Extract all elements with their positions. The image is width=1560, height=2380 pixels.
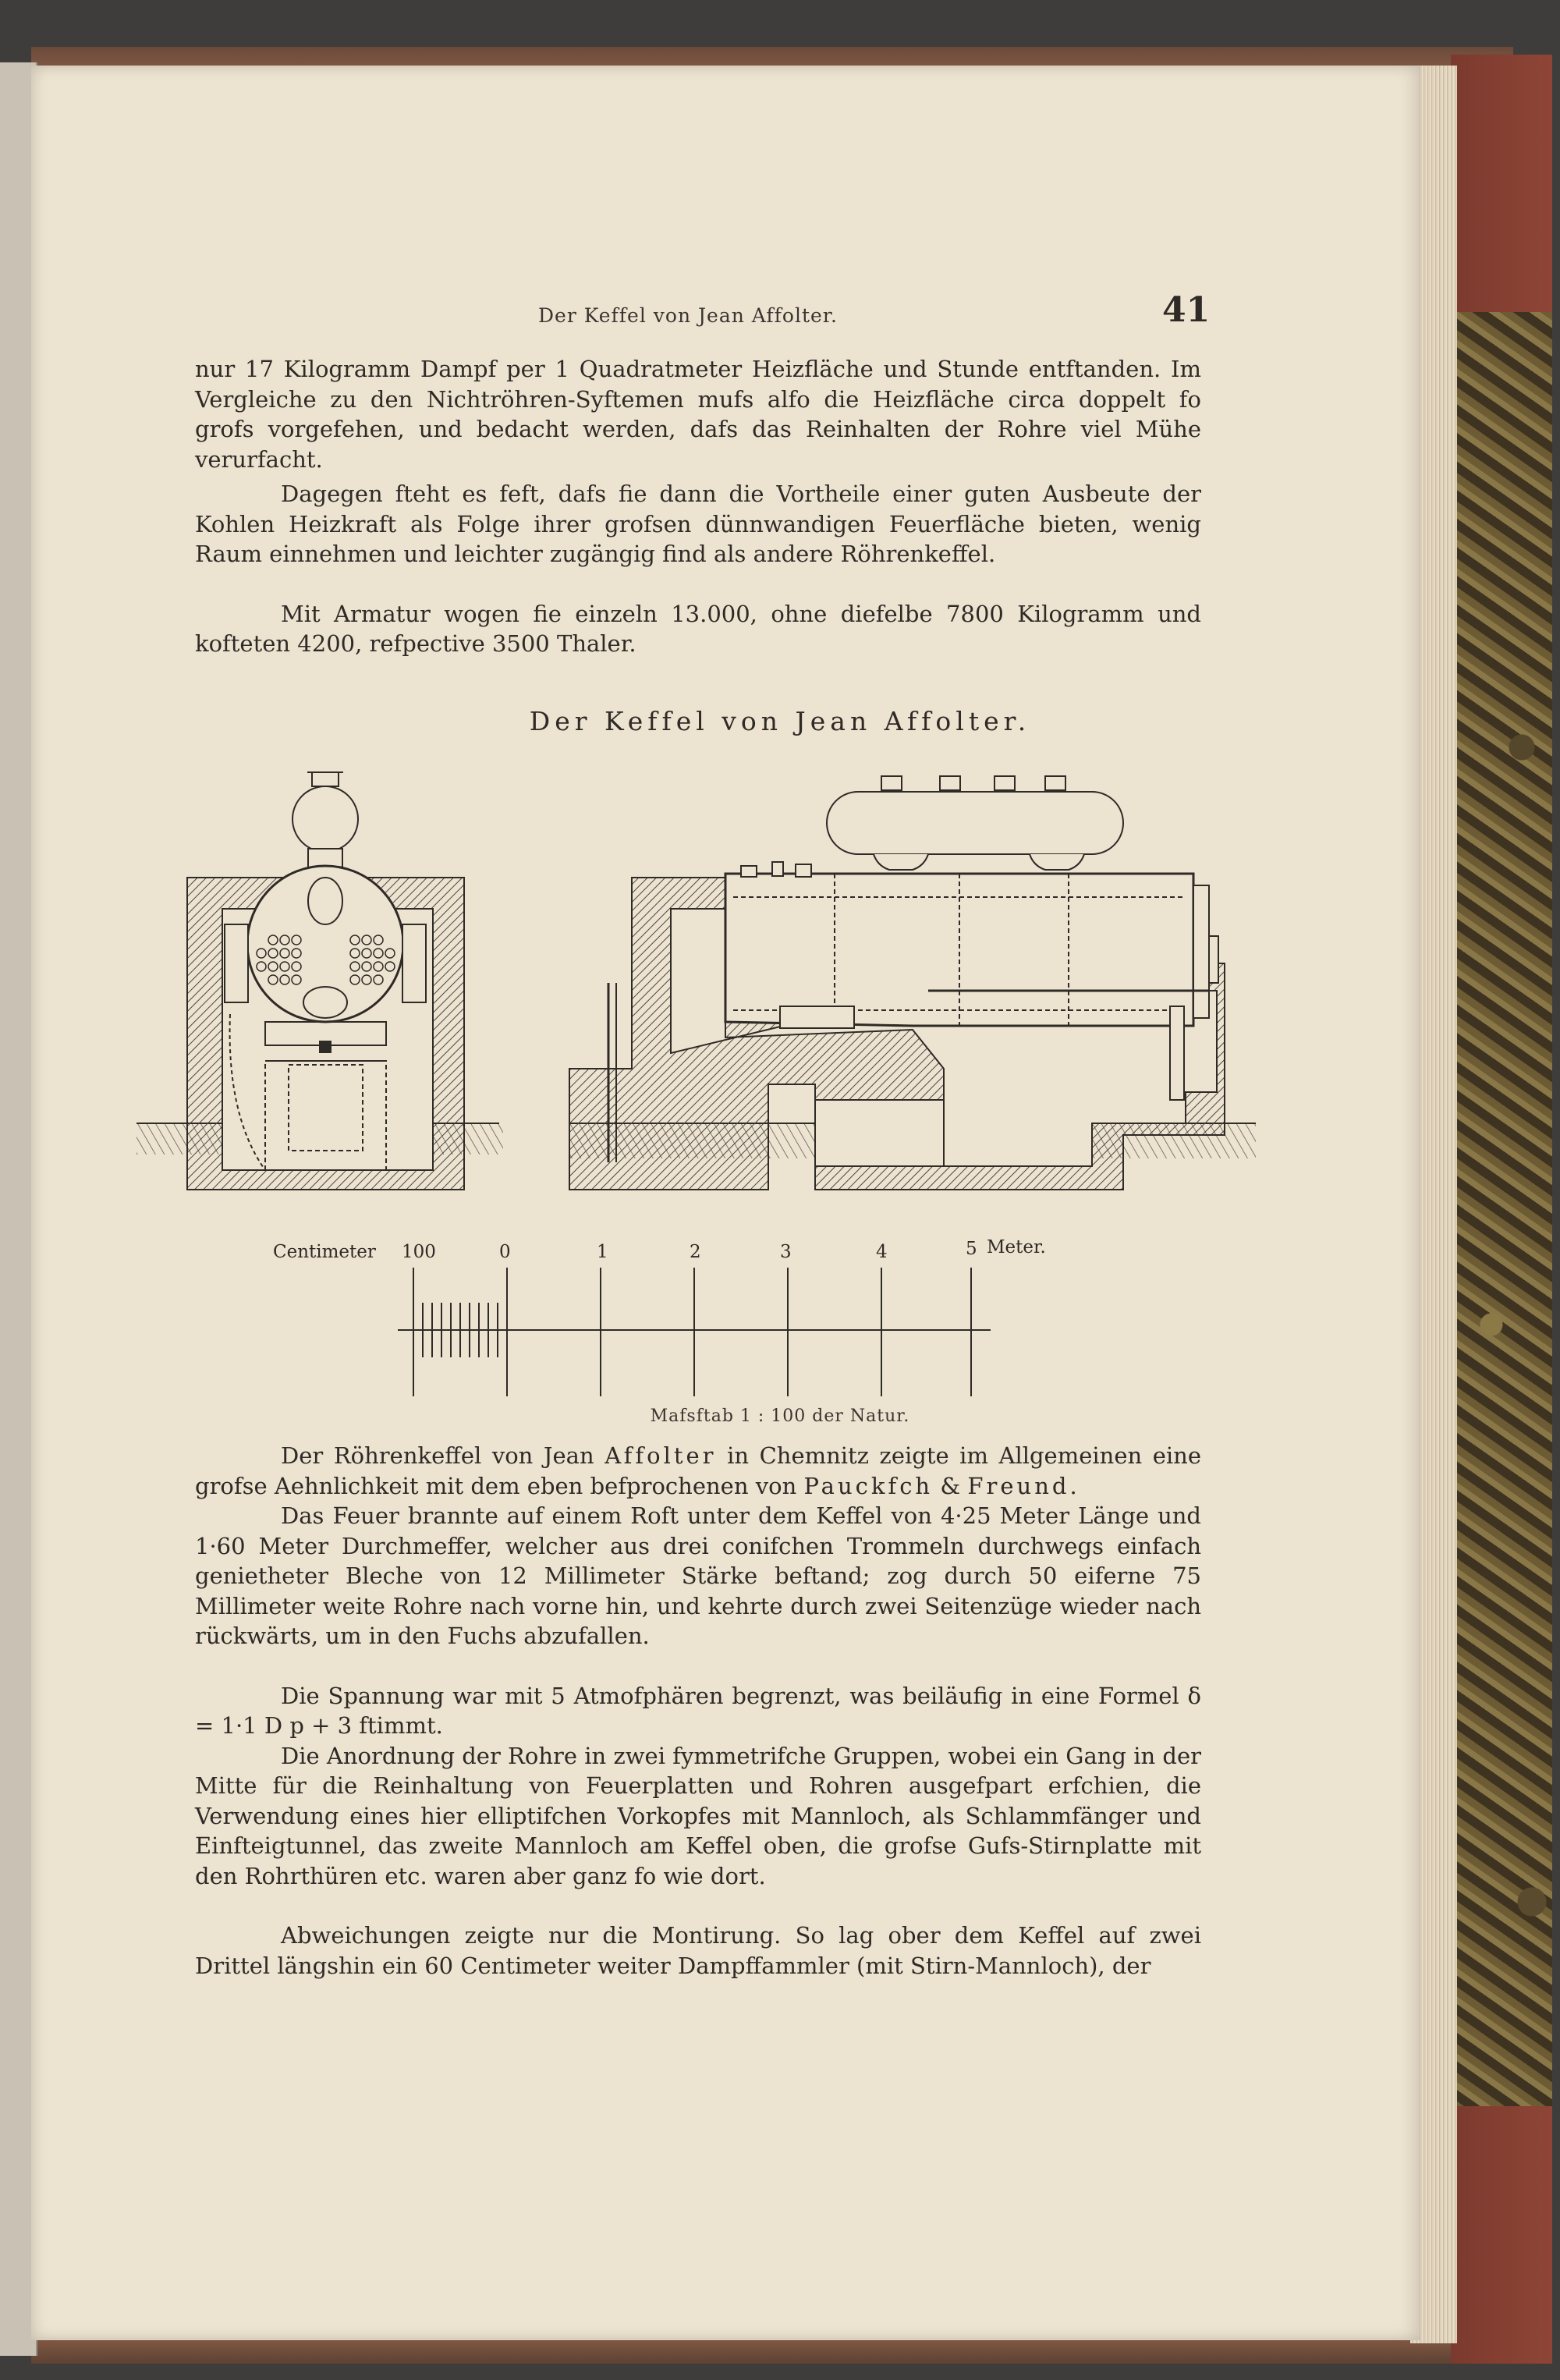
running-head: Der Keffel von Jean Affolter. [538,304,838,327]
paragraph: Mit Armatur wogen fie einzeln 13.000, ohne diefelbe 7800 Kilogramm und kofteten 4200, refpective 3500 Thaler. [195,600,1201,657]
scale-tick-label: 100 [402,1242,436,1262]
paragraph: Dagegen fteht es feft, dafs fie dann die Vortheile einer guten Ausbeute der Kohlen Heizkraft als Folge ihrer grofsen dünnwandigen Feuerfläche bieten, wenig Raum einnehmen und leichter zugängig find als andere Röhrenkeffel. [195,481,1201,567]
front-view [136,772,503,1190]
paragraph: Abweichungen zeigte nur die Montirung. So lag ober dem Keffel auf zwei Drittel längshin ein 60 Centimeter weiter Dampffammler (mit Stirn-Mannloch), der [195,1922,1201,1979]
scale-tick-label: 4 [876,1242,888,1262]
paragraph: Die Spannung war mit 5 Atmofphären begrenzt, was beiläufig in eine Formel δ = 1·1 D p + 3 ftimmt. [195,1682,1201,1739]
text-run: . [1069,1472,1077,1499]
text-block-top [195,354,1201,659]
text-run: in Chemnitz zeigte im Allgemeinen eine grofse Aehnlichkeit mit dem eben befprochenen von [195,1442,1202,1499]
marbled-cover-edge [1451,55,1552,2364]
text-run: & [933,1472,968,1499]
proper-name: Pauckfch [803,1472,934,1499]
paragraph: Das Feuer brannte auf einem Roft unter dem Keffel von 4·25 Meter Länge und 1·60 Meter Durchmeffer, welcher aus drei conifchen Trommeln durchwegs einfach genietheter Bleche von 12 Millimeter Stärke beftand; zog durch 50 eiferne 75 Millimeter weite Rohre nach vorne hin, und kehrte durch zwei Seitenzüge wieder nach rückwärts, um in den Fuchs abzufallen. [195,1502,1201,1649]
scale-tick-label: 5 [966,1239,977,1259]
page-number: 41 [1162,290,1211,330]
paragraph [195,1441,1201,1501]
text-block-bottom [195,1441,1201,1981]
paragraph: Die Anordnung der Rohre in zwei fymmetrifche Gruppen, wobei ein Gang in der Mitte für die Reinhaltung von Feuerplatten und Rohren ausgefpart erfchien, die Verwendung eines hier elliptifchen Vorkopfes mit Mannloch, als Schlammfänger und Einfteigtunnel, das zweite Mannloch am Keffel oben, die grofse Gufs-Stirnplatte mit den Rohrthüren etc. waren aber ganz fo wie dort. [195,1742,1201,1889]
paragraph: nur 17 Kilogramm Dampf per 1 Quadratmeter Heizfläche und Stunde entftanden. Im Vergleiche zu den Nichtröhren-Syftemen mufs alfo die Heizfläche circa doppelt fo grofs vorgefehen, und bedacht werden, dafs das Reinhalten der Rohre viel Mühe verurfacht. [195,356,1201,473]
boiler-drawing [133,757,1271,1225]
scale-tick-label: 3 [780,1242,792,1262]
scale-bar [390,1260,998,1404]
scale-tick-label: 0 [499,1242,511,1262]
scale-caption: Mafsftab 1 : 100 der Natur. [650,1406,910,1426]
leather-corner-top [1451,55,1552,312]
proper-name: Freund [967,1472,1070,1499]
scale-unit-label: Meter. [987,1237,1046,1257]
scale-tick-label: 1 [597,1242,608,1262]
side-view [569,776,1256,1190]
scale-left-label: Centimeter [273,1242,376,1262]
figure-title: Der Keffel von Jean Affolter. [529,706,1031,736]
proper-name: Affolter [604,1442,717,1469]
leather-corner-bottom [1451,2106,1552,2364]
scale-tick-label: 2 [690,1242,701,1262]
text-run: Der Röhrenkeffel von Jean [281,1442,605,1469]
